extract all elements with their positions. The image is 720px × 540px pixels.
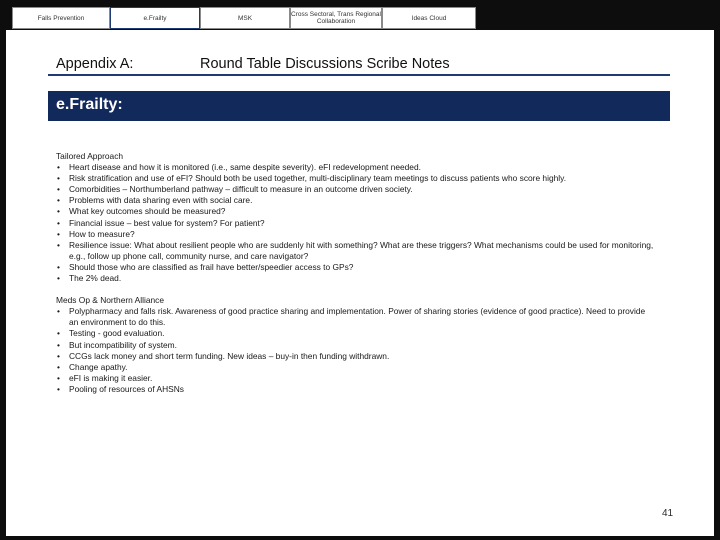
banner-title: e.Frailty: [56, 96, 123, 113]
list-item: • Comorbidities – Northumberland pathway – difficult to measure in an outcome driven society. [56, 184, 656, 195]
list-item: • The 2% dead. [56, 273, 656, 284]
list-item: • Risk stratification and use of eFI? Should both be used together, multi-disciplinary team meetings to discuss patients who score highly. [56, 173, 656, 184]
tab-falls-prevention[interactable]: Falls Prevention [12, 7, 110, 29]
appendix-label: Appendix A: [56, 56, 134, 72]
list-item: • Should those who are classified as frail have better/speedier access to GPs? [56, 262, 656, 273]
section-title: Tailored Approach [56, 151, 124, 161]
list-item: • Testing - good evaluation. [56, 328, 656, 339]
list-item: • But incompatibility of system. [56, 340, 656, 351]
page-title: Round Table Discussions Scribe Notes [200, 56, 450, 72]
notes-content [56, 151, 656, 395]
list-item: • eFI is making it easier. [56, 373, 656, 384]
list-item: • CCGs lack money and short term funding. New ideas – buy-in then funding withdrawn. [56, 351, 656, 362]
list-item: • Heart disease and how it is monitored (i.e., same despite severity). eFI redevelopment needed. [56, 162, 656, 173]
list-item: • Change apathy. [56, 362, 656, 373]
title-underline [48, 74, 670, 76]
tab-efrailty[interactable]: e.Frailty [110, 7, 200, 29]
list-item: • Resilience issue: What about resilient people who are suddenly hit with something? What are these triggers? What mechanisms could be used for monitoring, e.g., follow up phone call, community nurse, and care navigator? [56, 240, 656, 262]
section-banner [48, 91, 670, 121]
section-gap [56, 284, 656, 295]
list-item: • What key outcomes should be measured? [56, 206, 656, 217]
list-item: • Financial issue – best value for system? For patient? [56, 218, 656, 229]
tab-ideas-cloud[interactable]: Ideas Cloud [382, 7, 476, 29]
list-item: • How to measure? [56, 229, 656, 240]
tab-msk[interactable]: MSK [200, 7, 290, 29]
page-number: 41 [662, 508, 674, 519]
list-item: • Pooling of resources of AHSNs [56, 384, 656, 395]
bullet-list [56, 306, 656, 395]
bullet-list [56, 162, 656, 284]
tab-cross-sectoral[interactable]: Cross Sectoral, Trans Regional Collaboration [290, 7, 382, 29]
tab-bar [6, 0, 714, 30]
list-item: • Polypharmacy and falls risk. Awareness of good practice sharing and implementation. Power of sharing stories (evidence of good practice). Need to provide an environment to do this. [56, 306, 656, 328]
list-item: • Problems with data sharing even with social care. [56, 195, 656, 206]
section-title: Meds Op & Northern Alliance [56, 295, 164, 306]
